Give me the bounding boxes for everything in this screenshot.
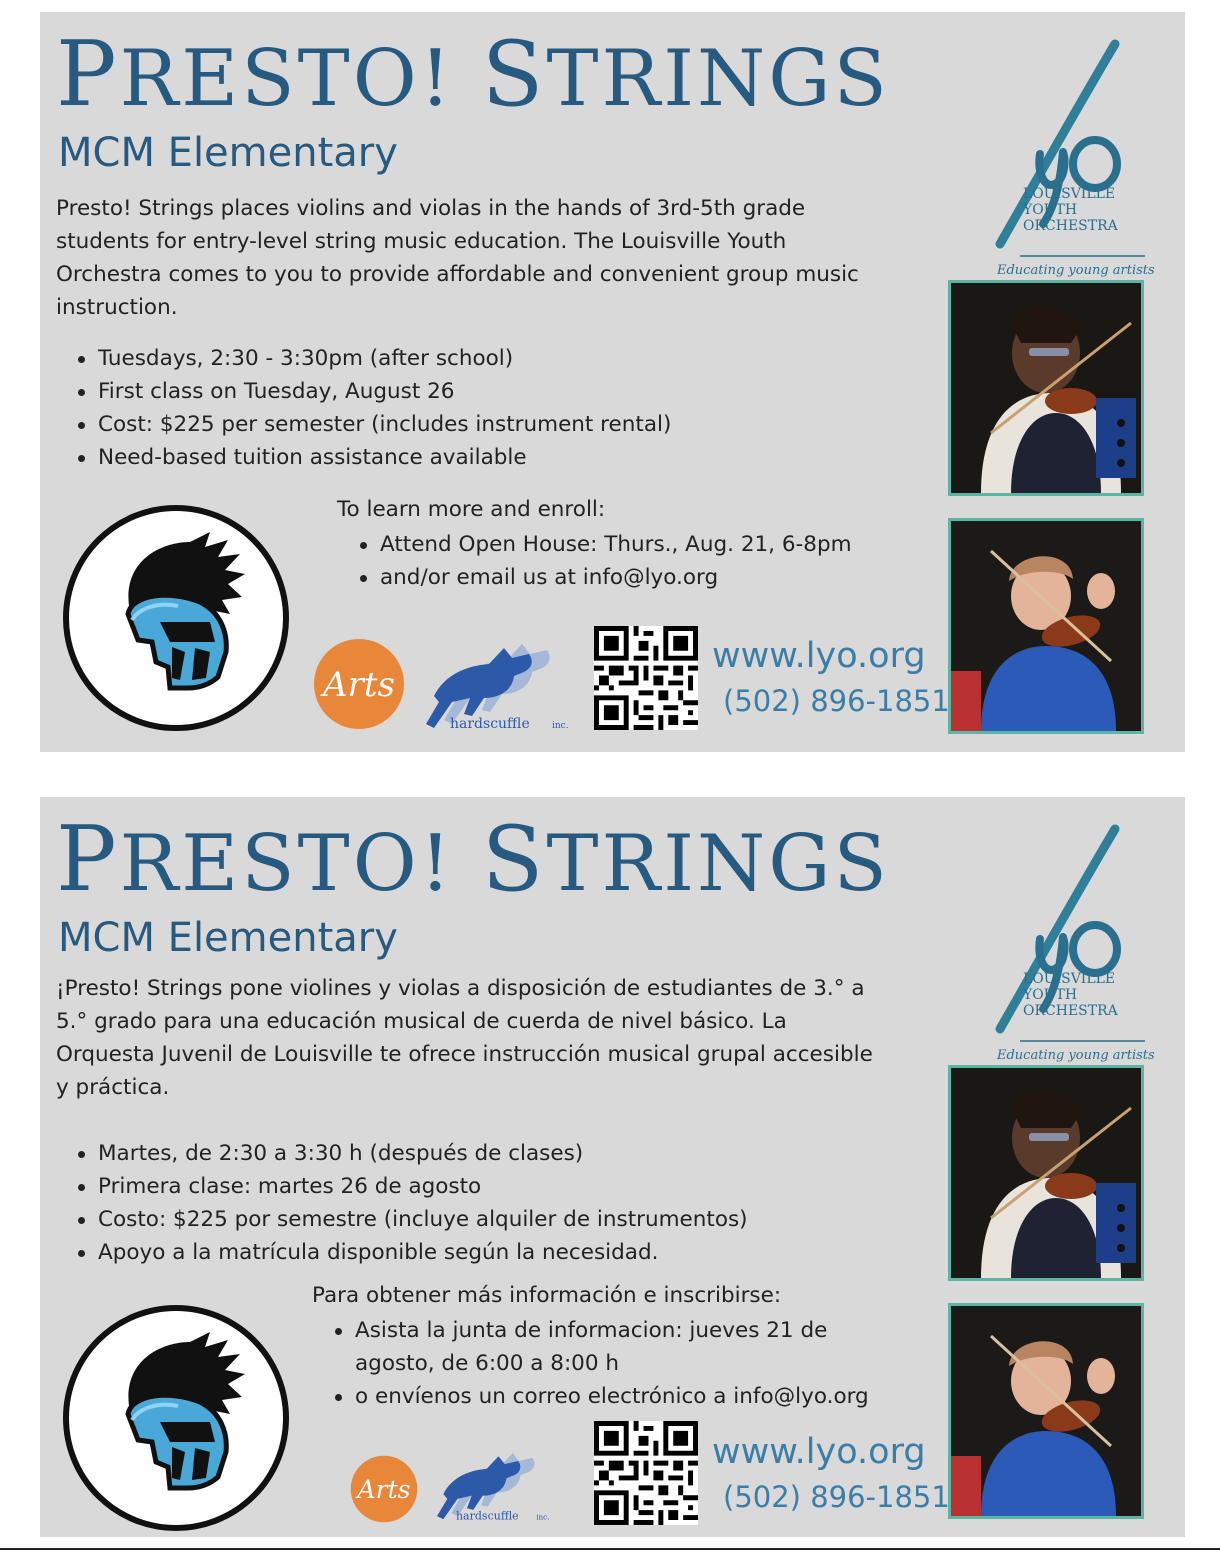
school-name: MCM Elementary: [58, 130, 398, 176]
detail-first-class: First class on Tuesday, August 26: [58, 375, 671, 408]
detail-schedule: Tuesdays, 2:30 - 3:30pm (after school): [58, 342, 671, 375]
lyo-logo-line3: ORCHESTRA: [1023, 1003, 1118, 1019]
spartan-mascot-logo: [60, 502, 292, 734]
hardscuffle-logo: [412, 637, 577, 737]
qr-code[interactable]: [594, 1421, 698, 1525]
hardscuffle-label: hardscuffle: [450, 716, 530, 732]
flyer-title: PRESTO! STRINGS: [56, 22, 890, 127]
lyo-logo-line1: LOUISVILLE: [1023, 971, 1116, 987]
flyer-spanish: [40, 797, 1185, 1537]
spartan-mascot-logo: [60, 1302, 292, 1534]
enroll-email[interactable]: o envíenos un correo electrónico a info@lyo.org: [315, 1380, 869, 1413]
lyo-logo-line1: LOUISVILLE: [1023, 186, 1116, 202]
website-link[interactable]: www.lyo.org: [712, 1432, 926, 1472]
enroll-open-house: Asista la junta de informacion: jueves 21 de: [315, 1314, 869, 1347]
hardscuffle-label: hardscuffle: [455, 1509, 519, 1523]
photo-violinist-girl: [948, 280, 1144, 496]
detail-schedule: Martes, de 2:30 a 3:30 h (después de clases): [58, 1137, 748, 1170]
lyo-logo: [945, 24, 1155, 279]
lyo-logo: [945, 809, 1155, 1064]
program-description: Presto! Strings places violins and violas in the hands of 3rd-5th grade students for entry-level string music education. The Louisville Youth Orchestra comes to you to provide affordable and convenient group music instruction.: [56, 196, 859, 320]
flyer-title: PRESTO! STRINGS: [56, 807, 890, 912]
phone-number[interactable]: (502) 896-1851: [723, 1480, 950, 1514]
enroll-email[interactable]: and/or email us at info@lyo.org: [340, 561, 852, 594]
website-link[interactable]: www.lyo.org: [712, 636, 926, 676]
enroll-heading: To learn more and enroll:: [337, 497, 606, 522]
program-details: [58, 1137, 748, 1269]
program-details: [58, 342, 671, 474]
enroll-list: [340, 528, 852, 594]
lyo-logo-line2: YOUTH: [1023, 202, 1078, 218]
arts-logo-label: Arts: [323, 665, 395, 705]
arts-logo: [313, 638, 405, 730]
arts-logo-label: Arts: [357, 1474, 411, 1504]
enroll-open-house-cont: agosto, de 6:00 a 8:00 h: [355, 1351, 620, 1376]
detail-cost: Costo: $225 por semestre (incluye alquiler de instrumentos): [58, 1203, 748, 1236]
hardscuffle-suffix: inc.: [552, 721, 569, 731]
arts-logo: [350, 1455, 418, 1523]
photo-violinist-boy: [948, 518, 1144, 734]
photo-violinist-girl: [948, 1065, 1144, 1281]
program-description: ¡Presto! Strings pone violines y violas a disposición de estudiantes de 3.° a 5.° grado para una educación musical de cuerda de nivel básico. La Orquesta Juvenil de Louisville te ofrece instrucción musical grupal accesible y práctica.: [56, 976, 873, 1100]
lyo-logo-line3: ORCHESTRA: [1023, 218, 1118, 234]
hardscuffle-suffix: inc.: [536, 1512, 550, 1522]
school-name: MCM Elementary: [58, 915, 398, 961]
enroll-open-house: Attend Open House: Thurs., Aug. 21, 6-8pm: [340, 528, 852, 561]
detail-cost: Cost: $225 per semester (includes instrument rental): [58, 408, 671, 441]
hardscuffle-logo: [426, 1447, 556, 1527]
lyo-logo-tagline: Educating young artists: [997, 263, 1155, 278]
detail-assistance: Need-based tuition assistance available: [58, 441, 671, 474]
flyer-english: [40, 12, 1185, 752]
enroll-list: [315, 1314, 869, 1413]
phone-number[interactable]: (502) 896-1851: [723, 684, 950, 718]
lyo-logo-line2: YOUTH: [1023, 987, 1078, 1003]
lyo-logo-tagline: Educating young artists: [997, 1048, 1155, 1063]
detail-first-class: Primera clase: martes 26 de agosto: [58, 1170, 748, 1203]
enroll-heading: Para obtener más información e inscribirse:: [312, 1283, 782, 1308]
page-bottom-rule: [0, 1548, 1220, 1550]
qr-code[interactable]: [594, 626, 698, 730]
photo-violinist-boy: [948, 1303, 1144, 1519]
detail-assistance: Apoyo a la matrícula disponible según la necesidad.: [58, 1236, 748, 1269]
